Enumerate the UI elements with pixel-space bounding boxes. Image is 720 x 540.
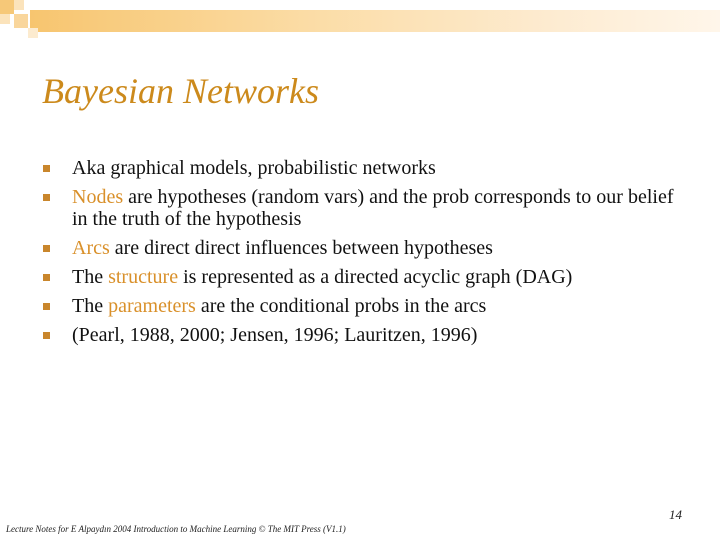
- highlighted-term: parameters: [108, 295, 196, 317]
- bullet-item: [40, 186, 690, 230]
- decor-square: [28, 28, 38, 38]
- bullet-item: [40, 324, 690, 346]
- top-gradient-bar: [30, 10, 720, 32]
- bullet-marker-icon: [43, 303, 50, 310]
- bullet-list: [40, 157, 690, 353]
- decor-square: [14, 14, 28, 28]
- bullet-marker-icon: [43, 194, 50, 201]
- bullet-item: [40, 295, 690, 317]
- highlighted-term: Nodes: [72, 186, 124, 208]
- bullet-text: The: [72, 295, 109, 317]
- bullet-marker-icon: [43, 332, 50, 339]
- bullet-item: [40, 237, 690, 259]
- bullet-text: are the conditional probs in the arcs: [195, 295, 487, 317]
- decor-square: [14, 0, 24, 10]
- decor-square: [0, 0, 14, 14]
- bullet-text: are direct direct influences between hypotheses: [109, 237, 493, 259]
- bullet-marker-icon: [43, 245, 50, 252]
- highlighted-term: Arcs: [72, 237, 110, 259]
- bullet-text: is represented as a directed acyclic graph (DAG): [178, 266, 573, 288]
- decor-square: [0, 14, 10, 24]
- bullet-item: [40, 266, 690, 288]
- bullet-text: The: [72, 266, 109, 288]
- bullet-marker-icon: [43, 165, 50, 172]
- slide-title: Bayesian Networks: [42, 71, 319, 111]
- footer-citation: Lecture Notes for E Alpaydın 2004 Introduction to Machine Learning © The MIT Press (V1.1): [6, 524, 346, 534]
- bullet-marker-icon: [43, 274, 50, 281]
- highlighted-term: structure: [108, 266, 179, 288]
- bullet-item: [40, 157, 690, 179]
- bullet-text: (Pearl, 1988, 2000; Jensen, 1996; Lauritzen, 1996): [72, 324, 478, 346]
- bullet-text: are hypotheses (random vars) and the prob corresponds to our belief in the truth of the hypothesis: [72, 186, 674, 230]
- page-number: 14: [669, 507, 682, 522]
- bullet-text: Aka graphical models, probabilistic networks: [72, 157, 436, 179]
